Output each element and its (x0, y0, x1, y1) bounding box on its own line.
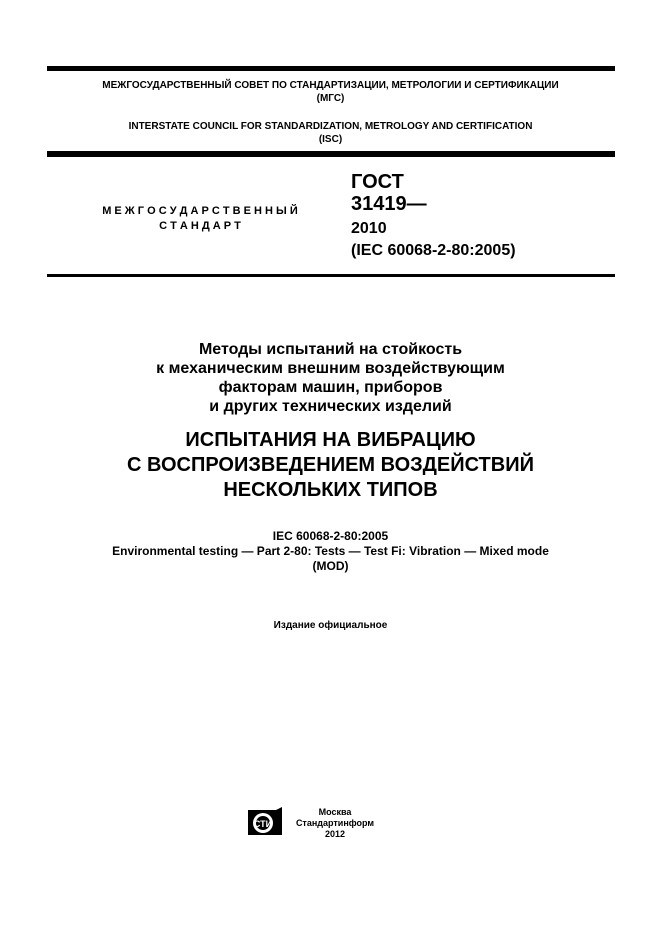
standard-type (60, 204, 340, 234)
gost-label: ГОСТ (351, 171, 404, 193)
standard-type-line1: М Е Ж Г О С У Д А Р С Т В Е Н Н Ы Й (102, 205, 298, 217)
council-abbr-en: (ISC) (318, 134, 343, 145)
iec-equivalent: (IEC 60068-2-80:2005) (351, 242, 516, 259)
council-ru: МЕЖГОСУДАРСТВЕННЫЙ СОВЕТ ПО СТАНДАРТИЗАЦИИ, МЕТРОЛОГИИ И СЕРТИФИКАЦИИ (102, 80, 559, 91)
council-abbr-ru: (МГС) (316, 93, 345, 104)
council-en: INTERSTATE COUNCIL FOR STANDARDIZATION, METROLOGY AND CERTIFICATION (128, 121, 533, 132)
subtitle (0, 340, 661, 416)
standard-type-line2: С Т А Н Д А Р Т (159, 220, 241, 232)
iec-mod: (MOD) (312, 559, 349, 573)
gost-number: 31419— (351, 193, 427, 215)
publisher-city: Москва (318, 807, 352, 817)
iec-title: Environmental testing — Part 2-80: Tests — Test Fi: Vibration — Mixed mode (112, 544, 549, 558)
standartinform-logo-icon (246, 806, 284, 836)
gost-year: 2010 (351, 220, 387, 237)
svg-text:СТИ: СТИ (253, 819, 273, 829)
divider (47, 66, 615, 71)
subtitle-line: и других технических изделий (209, 398, 452, 415)
publisher-name: Стандартинформ (295, 818, 375, 828)
publisher-year: 2012 (324, 829, 346, 839)
iec-reference (0, 529, 661, 574)
publisher (290, 807, 380, 840)
divider (47, 274, 615, 277)
divider (47, 151, 615, 157)
edition-label: Издание официальное (273, 620, 388, 631)
subtitle-line: Методы испытаний на стойкость (198, 341, 463, 358)
iec-code: IEC 60068-2-80:2005 (272, 529, 389, 543)
title-line: С ВОСПРОИЗВЕДЕНИЕМ ВОЗДЕЙСТВИЙ (127, 454, 534, 476)
main-title (0, 428, 661, 503)
title-line: НЕСКОЛЬКИХ ТИПОВ (223, 479, 438, 501)
title-line: ИСПЫТАНИЯ НА ВИБРАЦИЮ (185, 429, 476, 451)
subtitle-line: к механическим внешним воздействующим (156, 360, 505, 377)
subtitle-line: факторам машин, приборов (218, 379, 443, 396)
